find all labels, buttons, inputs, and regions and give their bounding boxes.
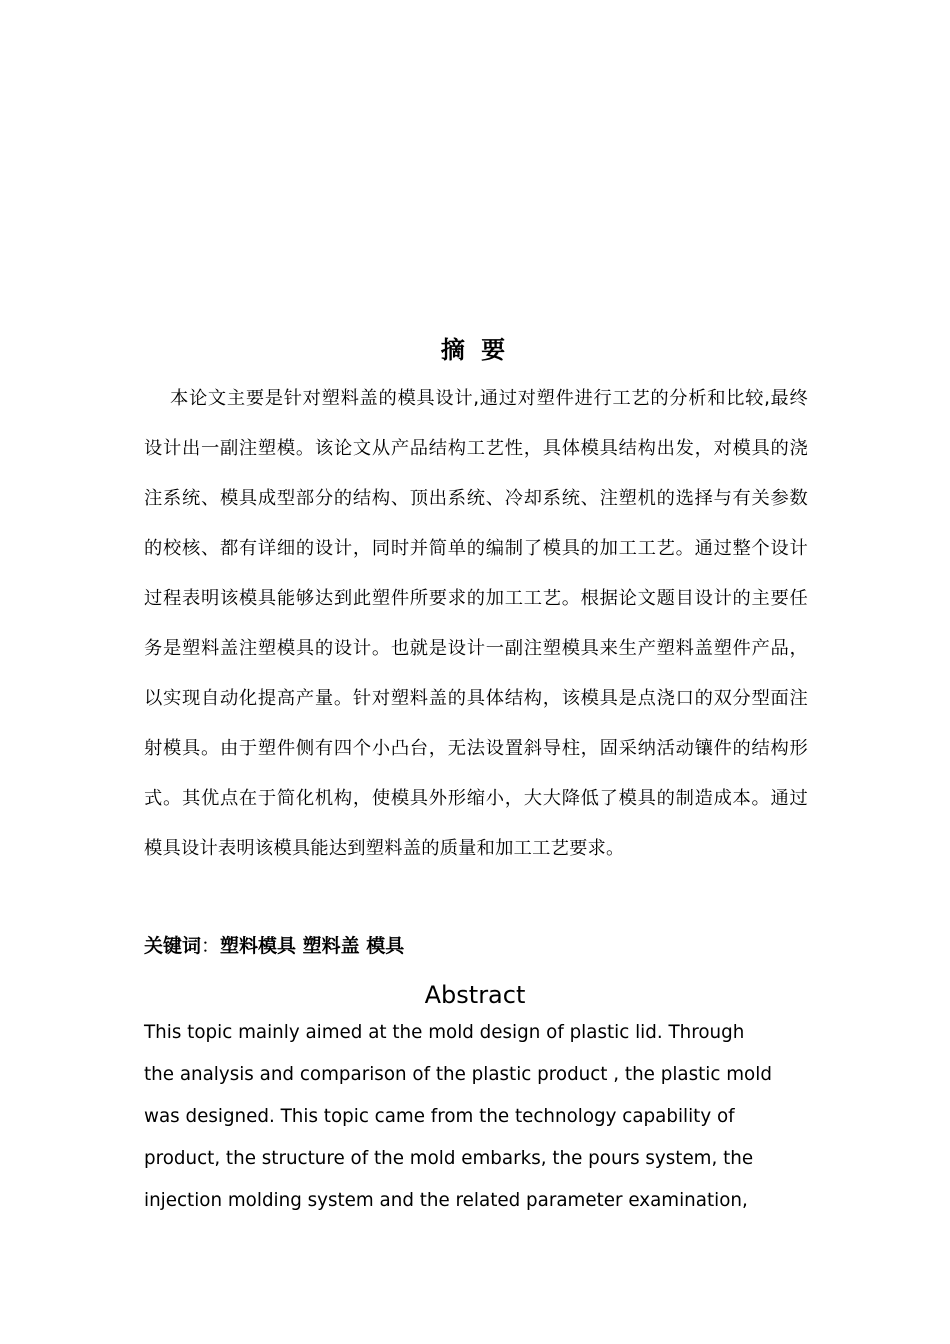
english-abstract-title: Abstract [424,981,526,1009]
english-abstract-line: was designed. This topic came from the technology capability of [144,1106,735,1127]
keywords-value: 塑料模具 塑料盖 模具 [220,935,405,957]
chinese-abstract-title: 摘 要 [440,336,510,364]
keywords-label: 关键词 [144,935,202,957]
english-abstract-line: the analysis and comparison of the plastic product , the plastic mold [144,1064,772,1085]
english-abstract-line: product, the structure of the mold embarks, the pours system, the [144,1148,754,1169]
english-abstract-line: injection molding system and the related parameter examination, [144,1190,748,1211]
keywords-separator: ： [201,935,221,957]
english-abstract-line: This topic mainly aimed at the mold design of plastic lid. Through [144,1022,745,1043]
chinese-abstract-body: 本论文主要是针对塑料盖的模具设计,通过对塑件进行工艺的分析和比较,最终设计出一副注塑模。该论文从产品结构工艺性，具体模具结构出发，对模具的浇注系统、模具成型部分的结构、顶出系统、冷却系统、注塑机的选择与有关参数的校核、都有详细的设计，同时并简单的编制了模具的加工工艺。通过整个设计过程表明该模具能够达到此塑件所要求的加工工艺。根据论文题目设计的主要任务是塑料盖注塑模具的设计。也就是设计一副注塑模具来生产塑料盖塑件产品，以实现自动化提高产量。针对塑料盖的具体结构，该模具是点浇口的双分型面注射模具。由于塑件侧有四个小凸台，无法设置斜导柱，固采纳活动镶件的结构形式。其优点在于简化机构，使模具外形缩小，大大降低了模具的制造成本。通过模具设计表明该模具能达到塑料盖的质量和加工工艺要求。 [144,388,808,859]
english-abstract-body [144,1012,814,1222]
keywords-line [144,928,404,964]
